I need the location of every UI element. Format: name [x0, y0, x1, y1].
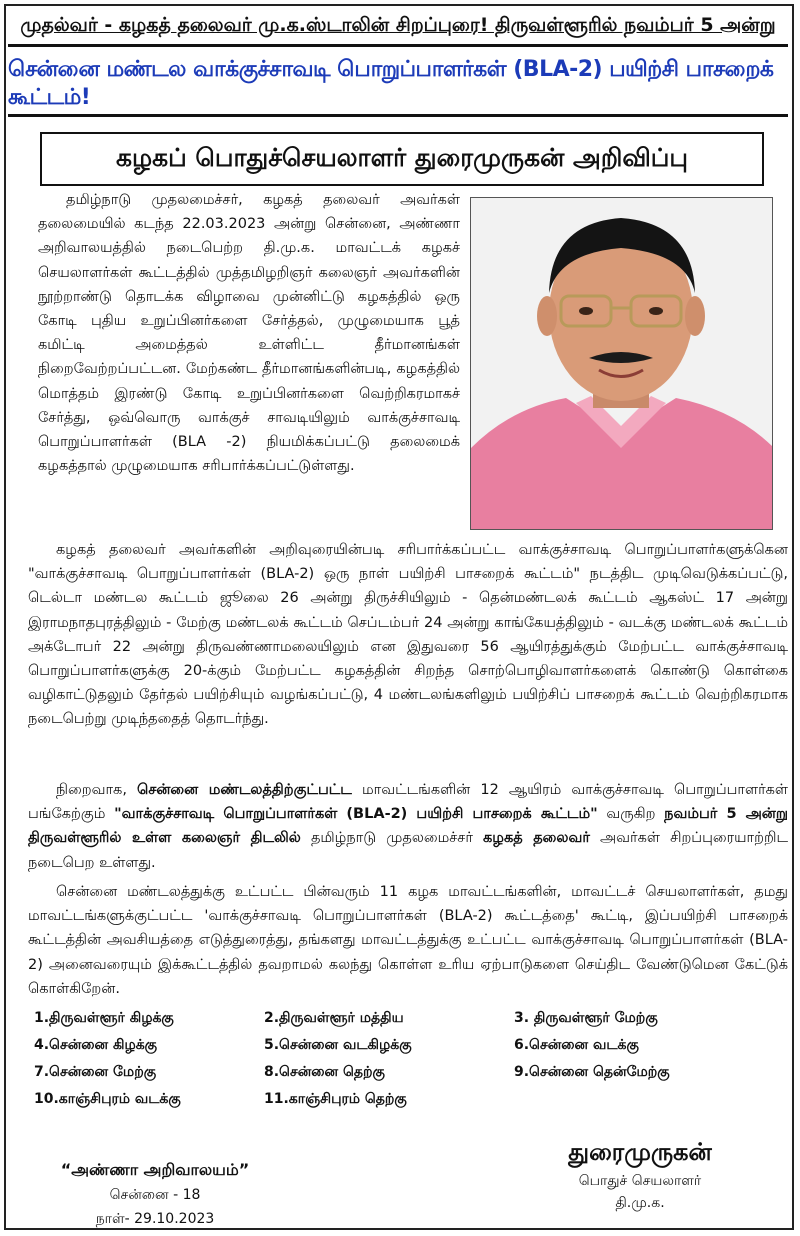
address-block: [30, 1160, 280, 1229]
headline: சென்னை மண்டல வாக்குச்சாவடி பொறுப்பாளர்கள் (BLA-2) பயிற்சி பாசறைக் கூட்டம்!: [8, 56, 788, 117]
notice-date: நாள்- 29.10.2023: [95, 1211, 215, 1227]
office-city: சென்னை - 18: [109, 1187, 201, 1203]
portrait-photo: [470, 197, 773, 530]
district-item: 11.காஞ்சிபுரம் தெற்கு: [264, 1090, 407, 1107]
p3-bold-event-venue: நவம்பர் 5 அன்று திருவள்ளூரில் உள்ள கலைஞர் திடலில்: [28, 806, 788, 847]
paragraph-4: [28, 880, 788, 1001]
paragraph-1-text: தமிழ்நாடு முதலமைச்சர், கழகத் தலைவர் அவர்கள் தலைமையில் கடந்த 22.03.2023 அன்று சென்னை, அண்ணா அறிவாலயத்தில் நடைபெற்ற தி.மு.க. மாவட்டக் கழகச் செயலாளர்கள் கூட்டத்தில் முத்தமிழறிஞர் கலைஞர் அவர்களின் நூற்றாண்டு தொடக்க விழாவை முன்னிட்டு கழகத்தில் ஒரு கோடி புதிய உறுப்பினர்களை சேர்த்தல், முழுமையாக பூத் கமிட்டி அமைத்தல் உள்ளிட்ட தீர்மானங்கள் நிறைவேற்றப்பட்டன. மேற்கண்ட தீர்மானங்களின்படி, கழகத்தில் மொத்தம் இரண்டு கோடி உறுப்பினர்களை வெற்றிகரமாகச் சேர்த்து, ஒவ்வொரு வாக்குச் சாவடியிலும் வாக்குச்சாவடி பொறுப்பாளர்கள் (BLA -2) நியமிக்கப்பட்டு தலைமைக் கழகத்தால் முழுமையாக சரிபார்க்கப்பட்டுள்ளது.: [38, 192, 460, 475]
portrait-illustration: [471, 198, 773, 530]
district-item: 4.சென்னை கிழக்கு: [34, 1036, 158, 1053]
paragraph-2-text: கழகத் தலைவர் அவர்களின் அறிவுரையின்படி சரிபார்க்கப்பட்ட வாக்குச்சாவடி பொறுப்பாளர்களுக்கென "வாக்குச்சாவடி பொறுப்பாளர்கள் (BLA-2) ஒரு நாள் பயிற்சி பாசறைக் கூட்டம்" நடத்திட முடிவெடுக்கப்பட்டு, டெல்டா மண்டல கூட்டம் ஜூலை 26 அன்று திருச்சியிலும் - தென்மண்டலக் கூட்டம் ஆகஸ்ட் 17 அன்று இராமநாதபுரத்திலும் - மேற்கு மண்டலக் கூட்டம் செப்டம்பர் 24 அன்று காங்கேயத்திலும் - வடக்கு மண்டலக் கூட்டம் அக்டோபர் 22 அன்று திருவண்ணாமலையிலும் என இதுவரை 56 ஆயிரத்துக்கும் மேற்பட்ட வாக்குச்சாவடி பொறுப்பாளர்களுக்கு 20-க்கும் மேற்பட்ட கழகத்தின் சிறந்த சொற்பொழிவாளர்களைக் கொண்டு கொள்கை வழிகாட்டுதலும் தேர்தல் பயிற்சியும் வழங்கப்பட்டு, 4 மண்டலங்களிலும் பயிற்சிப் பாசறைக் கூட்டம் வெற்றிகரமாக நடைபெற்று முடிந்ததைத் தொடர்ந்து.: [28, 542, 788, 728]
subheadline-box: [40, 132, 764, 186]
district-item: 6.சென்னை வடக்கு: [514, 1036, 639, 1053]
p3-bold-event-title: "வாக்குச்சாவடி பொறுப்பாளர்கள் (BLA-2) பயிற்சி பாசறைக் கூட்டம்": [114, 806, 598, 823]
p3-part: வருகிற: [597, 806, 665, 823]
signatory-name: துரைமுருகன்: [568, 1138, 712, 1166]
signatory-designation: பொதுச் செயலாளர்: [578, 1173, 702, 1189]
p3-part: தமிழ்நாடு முதலமைச்சர்: [300, 830, 484, 847]
district-row: [34, 1032, 774, 1059]
district-item: 5.சென்னை வடகிழக்கு: [264, 1036, 412, 1053]
paragraph-4-text: சென்னை மண்டலத்துக்கு உட்பட்ட பின்வரும் 11 கழக மாவட்டங்களின், மாவட்டச் செயலாளர்கள், தமது மாவட்டங்களுக்குட்பட்ட 'வாக்குச்சாவடி பொறுப்பாளர்கள் (BLA-2) கூட்டத்தை' கூட்டி, இப்பயிற்சி பாசறைக் கூட்டத்தின் அவசியத்தை எடுத்துரைத்து, தங்களது மாவட்டத்துக்கு உட்பட்ட வாக்குச்சாவடி பொறுப்பாளர்கள் (BLA-2) அனைவரையும் இக்கூட்டத்தில் தவறாமல் கலந்து கொள்ள உரிய ஏற்பாடுகளை செய்திட வேண்டுமென கேட்டுக் கொள்கிறேன்.: [28, 884, 788, 997]
district-item: 7.சென்னை மேற்கு: [34, 1063, 157, 1080]
district-item: 1.திருவள்ளூர் கிழக்கு: [34, 1009, 174, 1026]
paragraph-1: [38, 188, 460, 478]
district-item: 10.காஞ்சிபுரம் வடக்கு: [34, 1090, 181, 1107]
office-name: “அண்ணா அறிவாலயம்”: [60, 1160, 250, 1179]
signature-block: [520, 1138, 760, 1213]
subheadline-text: கழகப் பொதுச்செயலாளர் துரைமுருகன் அறிவிப்பு: [116, 142, 688, 172]
p3-part: அவர்கள் சிறப்புரையாற்றிட நடைபெற உள்ளது.: [28, 830, 788, 871]
top-announcement: [8, 8, 788, 47]
paragraph-2: [28, 538, 788, 732]
p3-bold-leader: கழகத் தலைவர்: [483, 830, 590, 847]
party-name: தி.மு.க.: [615, 1195, 665, 1211]
district-item: 9.சென்னை தென்மேற்கு: [514, 1063, 670, 1080]
district-list: [34, 1005, 774, 1113]
district-item: 3. திருவள்ளூர் மேற்கு: [514, 1009, 658, 1026]
district-row: [34, 1005, 774, 1032]
district-row: [34, 1086, 774, 1113]
p3-bold-chennai-zone: சென்னை மண்டலத்திற்குட்பட்ட: [137, 782, 352, 798]
p3-part: மாவட்டங்களின் 12 ஆயிரம் வாக்குச்சாவடி பொறுப்பாளர்கள் பங்கேற்கும்: [28, 782, 789, 823]
district-row: [34, 1059, 774, 1086]
district-item: 8.சென்னை தெற்கு: [264, 1063, 385, 1080]
p3-part: நிறைவாக,: [56, 782, 138, 798]
paragraph-3: [28, 778, 788, 875]
top-announcement-text: முதல்வர் - கழகத் தலைவர் மு.க.ஸ்டாலின் சிறப்புரை! திருவள்ளூரில் நவம்பர் 5 அன்று: [20, 13, 776, 36]
district-item: 2.திருவள்ளூர் மத்திய: [264, 1009, 404, 1026]
